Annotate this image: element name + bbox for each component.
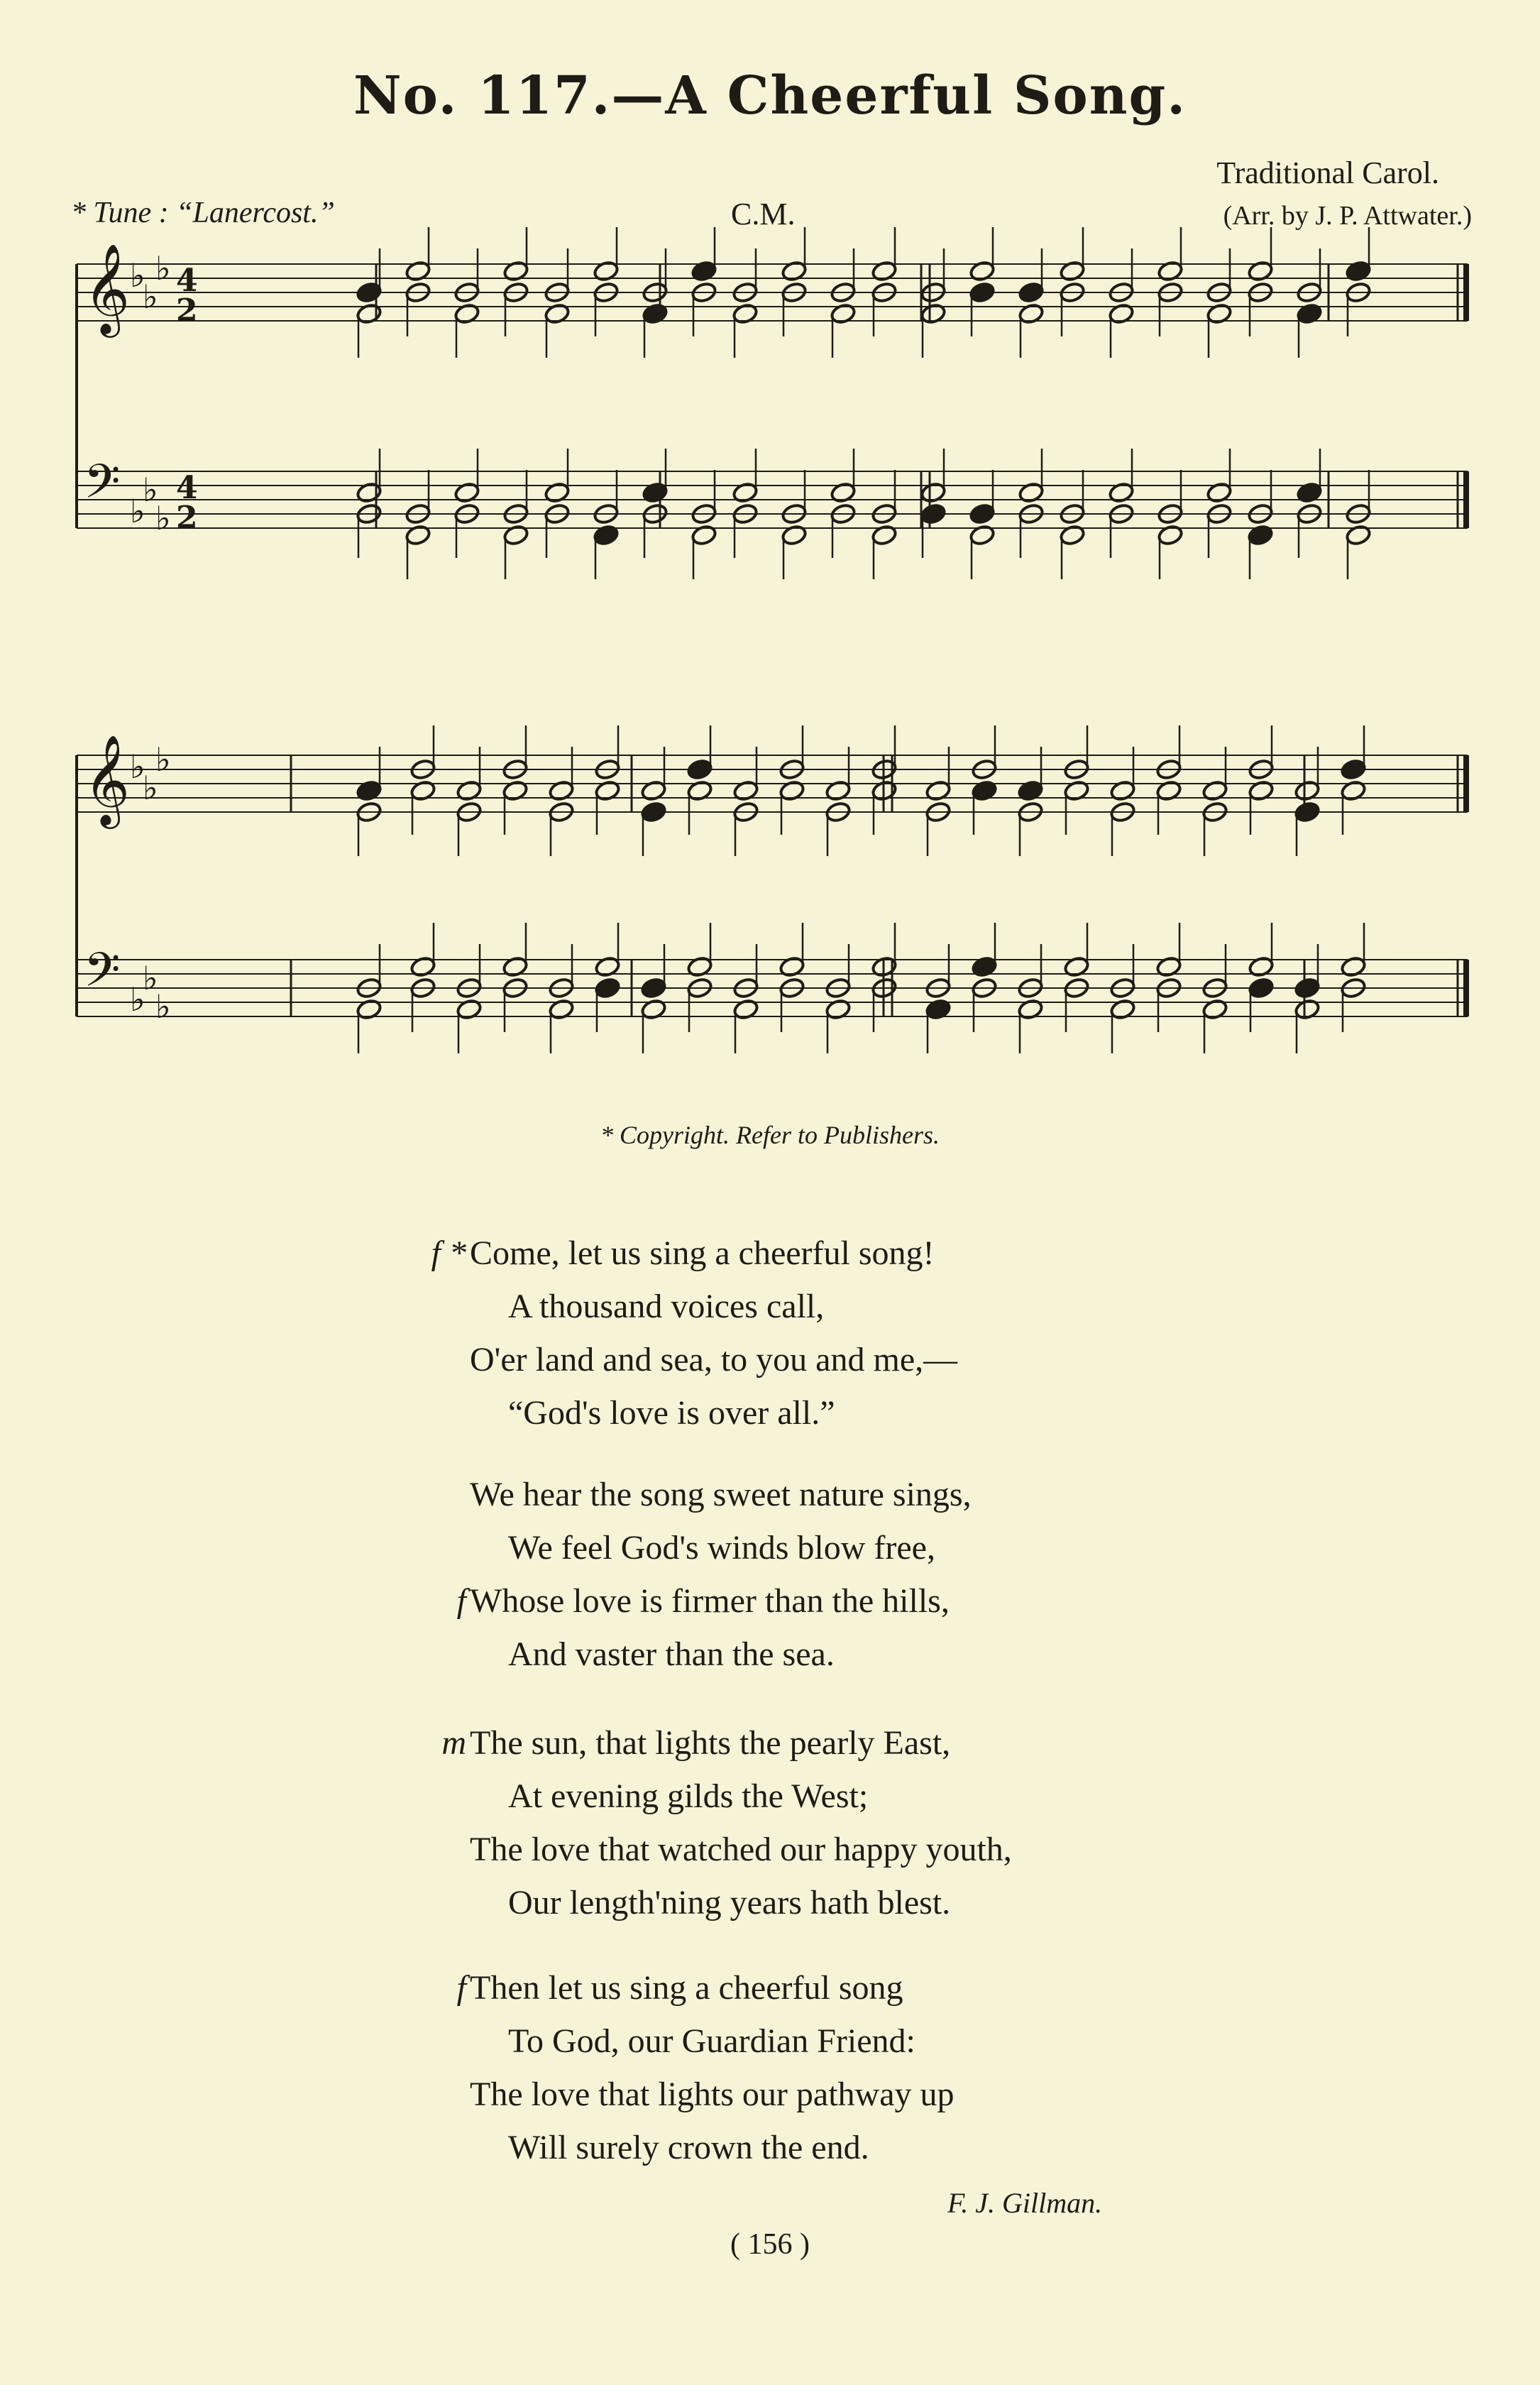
note-head bbox=[971, 779, 998, 802]
music-score bbox=[0, 0, 1540, 1107]
note-head bbox=[1059, 524, 1086, 547]
flat-icon: ♭ bbox=[143, 471, 158, 509]
meter-label: C.M. bbox=[731, 197, 796, 231]
note-head bbox=[456, 998, 483, 1021]
verse-2 bbox=[456, 1468, 972, 1681]
note-head bbox=[779, 779, 805, 802]
note-head bbox=[686, 758, 713, 781]
note-head bbox=[594, 955, 621, 978]
note-head bbox=[640, 801, 667, 823]
verse-3 bbox=[441, 1716, 1012, 1929]
note-head bbox=[1108, 481, 1135, 504]
note-head bbox=[1109, 779, 1136, 802]
note-head bbox=[642, 302, 669, 325]
note-head bbox=[640, 779, 667, 802]
verse-line: The love that lights our pathway up bbox=[470, 2076, 955, 2113]
note-head bbox=[405, 260, 431, 283]
verse-4 bbox=[456, 1961, 955, 2174]
note-head bbox=[1345, 260, 1372, 283]
note-head bbox=[830, 302, 857, 325]
credit-arranger: (Arr. by J. P. Attwater.) bbox=[1223, 201, 1472, 231]
flat-icon: ♭ bbox=[155, 987, 171, 1026]
note-head bbox=[1206, 302, 1233, 325]
note-head bbox=[640, 977, 667, 999]
note-head bbox=[1155, 955, 1182, 978]
note-head bbox=[1017, 998, 1044, 1021]
note-head bbox=[1017, 779, 1044, 802]
author-signature: F. J. Gillman. bbox=[947, 2187, 1103, 2219]
note-head bbox=[691, 260, 717, 283]
note-head bbox=[405, 524, 431, 547]
note-head bbox=[593, 524, 620, 547]
note-head bbox=[1157, 524, 1184, 547]
note-head bbox=[691, 524, 717, 547]
note-head bbox=[502, 524, 529, 547]
note-head bbox=[594, 779, 621, 802]
note-head bbox=[1340, 758, 1367, 781]
hymn-title: No. 117.—A Cheerful Song. bbox=[353, 65, 1187, 126]
verse-1 bbox=[431, 1227, 958, 1440]
note-head bbox=[453, 481, 480, 504]
note-head bbox=[971, 955, 998, 978]
note-head bbox=[925, 779, 952, 802]
note-head bbox=[1294, 977, 1321, 999]
note-head bbox=[825, 998, 852, 1021]
note-head bbox=[1157, 260, 1184, 283]
note-head bbox=[732, 998, 759, 1021]
note-head bbox=[1206, 481, 1233, 504]
note-head bbox=[1296, 302, 1323, 325]
credit-source: Traditional Carol. bbox=[1216, 155, 1439, 190]
note-head bbox=[1340, 779, 1367, 802]
treble-clef-icon: 𝄞 bbox=[84, 734, 131, 825]
note-head bbox=[920, 481, 947, 504]
note-head bbox=[1018, 281, 1045, 304]
verse-line: “God's love is over all.” bbox=[508, 1394, 835, 1432]
verse-line: Our length'ning years hath blest. bbox=[508, 1884, 951, 1921]
note-head bbox=[594, 977, 621, 999]
note-head bbox=[548, 998, 575, 1021]
note-head bbox=[732, 481, 759, 504]
time-signature-bottom: 2 bbox=[176, 292, 198, 329]
flat-icon: ♭ bbox=[155, 249, 171, 287]
note-head bbox=[871, 524, 898, 547]
note-head bbox=[356, 998, 383, 1021]
note-head bbox=[779, 955, 805, 978]
note-head bbox=[1155, 779, 1182, 802]
note-head bbox=[544, 481, 571, 504]
end-barline-thick bbox=[1463, 755, 1469, 812]
end-barline-thick bbox=[1463, 471, 1469, 528]
flat-icon: ♭ bbox=[130, 747, 145, 786]
note-head bbox=[1247, 524, 1274, 547]
note-head bbox=[356, 481, 383, 504]
dynamic-mark: f * bbox=[431, 1234, 466, 1272]
note-head bbox=[969, 524, 996, 547]
note-head bbox=[1345, 524, 1372, 547]
verse-line: f Whose love is firmer than the hills, bbox=[470, 1574, 972, 1628]
note-head bbox=[1201, 779, 1228, 802]
copyright-footnote: * Copyright. Refer to Publishers. bbox=[600, 1121, 940, 1149]
bass-clef-icon: 𝄢 bbox=[84, 943, 121, 1009]
note-head bbox=[781, 260, 808, 283]
verse-line: f Then let us sing a cheerful song bbox=[470, 1961, 955, 2014]
note-head bbox=[830, 481, 857, 504]
time-signature-top: 4 bbox=[176, 263, 198, 299]
note-head bbox=[1248, 779, 1275, 802]
note-head bbox=[642, 481, 669, 504]
end-barline-thick bbox=[1463, 264, 1469, 321]
note-head bbox=[356, 281, 383, 304]
note-head bbox=[1018, 302, 1045, 325]
note-head bbox=[1294, 801, 1321, 823]
note-head bbox=[1018, 481, 1045, 504]
note-head bbox=[1248, 955, 1275, 978]
verse-line: We hear the song sweet nature sings, bbox=[470, 1476, 972, 1513]
note-head bbox=[356, 302, 383, 325]
flat-icon: ♭ bbox=[155, 740, 171, 779]
note-head bbox=[969, 281, 996, 304]
flat-icon: ♭ bbox=[143, 769, 158, 807]
note-head bbox=[686, 955, 713, 978]
verse-line: We feel God's winds blow free, bbox=[508, 1529, 935, 1567]
verse-line: To God, our Guardian Friend: bbox=[508, 2022, 915, 2060]
note-head bbox=[781, 524, 808, 547]
note-head bbox=[1063, 955, 1090, 978]
note-head bbox=[1294, 779, 1321, 802]
note-head bbox=[969, 503, 996, 525]
verse-line: At evening gilds the West; bbox=[508, 1777, 869, 1815]
note-head bbox=[1063, 779, 1090, 802]
end-barline-thick bbox=[1463, 960, 1469, 1016]
verse-line: f * Come, let us sing a cheerful song! bbox=[470, 1227, 957, 1280]
staff-systems bbox=[77, 227, 1469, 1053]
bass-clef-icon: 𝄢 bbox=[84, 454, 121, 520]
flat-icon: ♭ bbox=[143, 959, 158, 997]
note-head bbox=[686, 779, 713, 802]
page-number: ( 156 ) bbox=[730, 2228, 810, 2261]
treble-clef-icon: 𝄞 bbox=[84, 243, 131, 334]
flat-icon: ♭ bbox=[130, 256, 145, 295]
flat-icon: ♭ bbox=[143, 278, 158, 316]
note-head bbox=[1109, 998, 1136, 1021]
tune-label: * Tune : “Lanercost.” bbox=[71, 197, 335, 229]
verse-line: O'er land and sea, to you and me,— bbox=[470, 1341, 958, 1378]
note-head bbox=[640, 998, 667, 1021]
flat-icon: ♭ bbox=[155, 499, 171, 537]
verse-line: Will surely crown the end. bbox=[508, 2129, 869, 2166]
time-signature-top: 4 bbox=[176, 470, 198, 506]
note-head bbox=[1340, 955, 1367, 978]
verse-line: And vaster than the sea. bbox=[508, 1635, 835, 1673]
note-head bbox=[1296, 481, 1323, 504]
note-head bbox=[969, 260, 996, 283]
note-head bbox=[548, 779, 575, 802]
verse-line: A thousand voices call, bbox=[508, 1288, 825, 1325]
note-head bbox=[502, 955, 529, 978]
note-head bbox=[1201, 998, 1228, 1021]
dynamic-mark: m bbox=[441, 1724, 466, 1762]
note-head bbox=[1059, 260, 1086, 283]
note-head bbox=[1108, 302, 1135, 325]
note-head bbox=[1247, 260, 1274, 283]
note-head bbox=[409, 779, 436, 802]
note-head bbox=[920, 503, 947, 525]
note-head bbox=[825, 779, 852, 802]
note-head bbox=[1294, 998, 1321, 1021]
verse-line: m The sun, that lights the pearly East, bbox=[470, 1716, 1012, 1770]
note-head bbox=[502, 779, 529, 802]
note-head bbox=[453, 302, 480, 325]
note-head bbox=[1248, 977, 1275, 999]
note-head bbox=[502, 260, 529, 283]
dynamic-mark: f bbox=[456, 1969, 466, 2007]
note-head bbox=[732, 302, 759, 325]
note-head bbox=[925, 998, 952, 1021]
dynamic-mark: f bbox=[456, 1582, 466, 1620]
note-head bbox=[456, 779, 483, 802]
time-signature-bottom: 2 bbox=[176, 500, 198, 536]
note-head bbox=[544, 302, 571, 325]
note-head bbox=[920, 302, 947, 325]
note-head bbox=[732, 779, 759, 802]
note-head bbox=[593, 260, 620, 283]
note-head bbox=[871, 260, 898, 283]
note-head bbox=[409, 955, 436, 978]
flat-icon: ♭ bbox=[130, 980, 145, 1019]
note-head bbox=[356, 779, 383, 802]
flat-icon: ♭ bbox=[130, 492, 145, 530]
verse-line: The love that watched our happy youth, bbox=[470, 1831, 1012, 1868]
